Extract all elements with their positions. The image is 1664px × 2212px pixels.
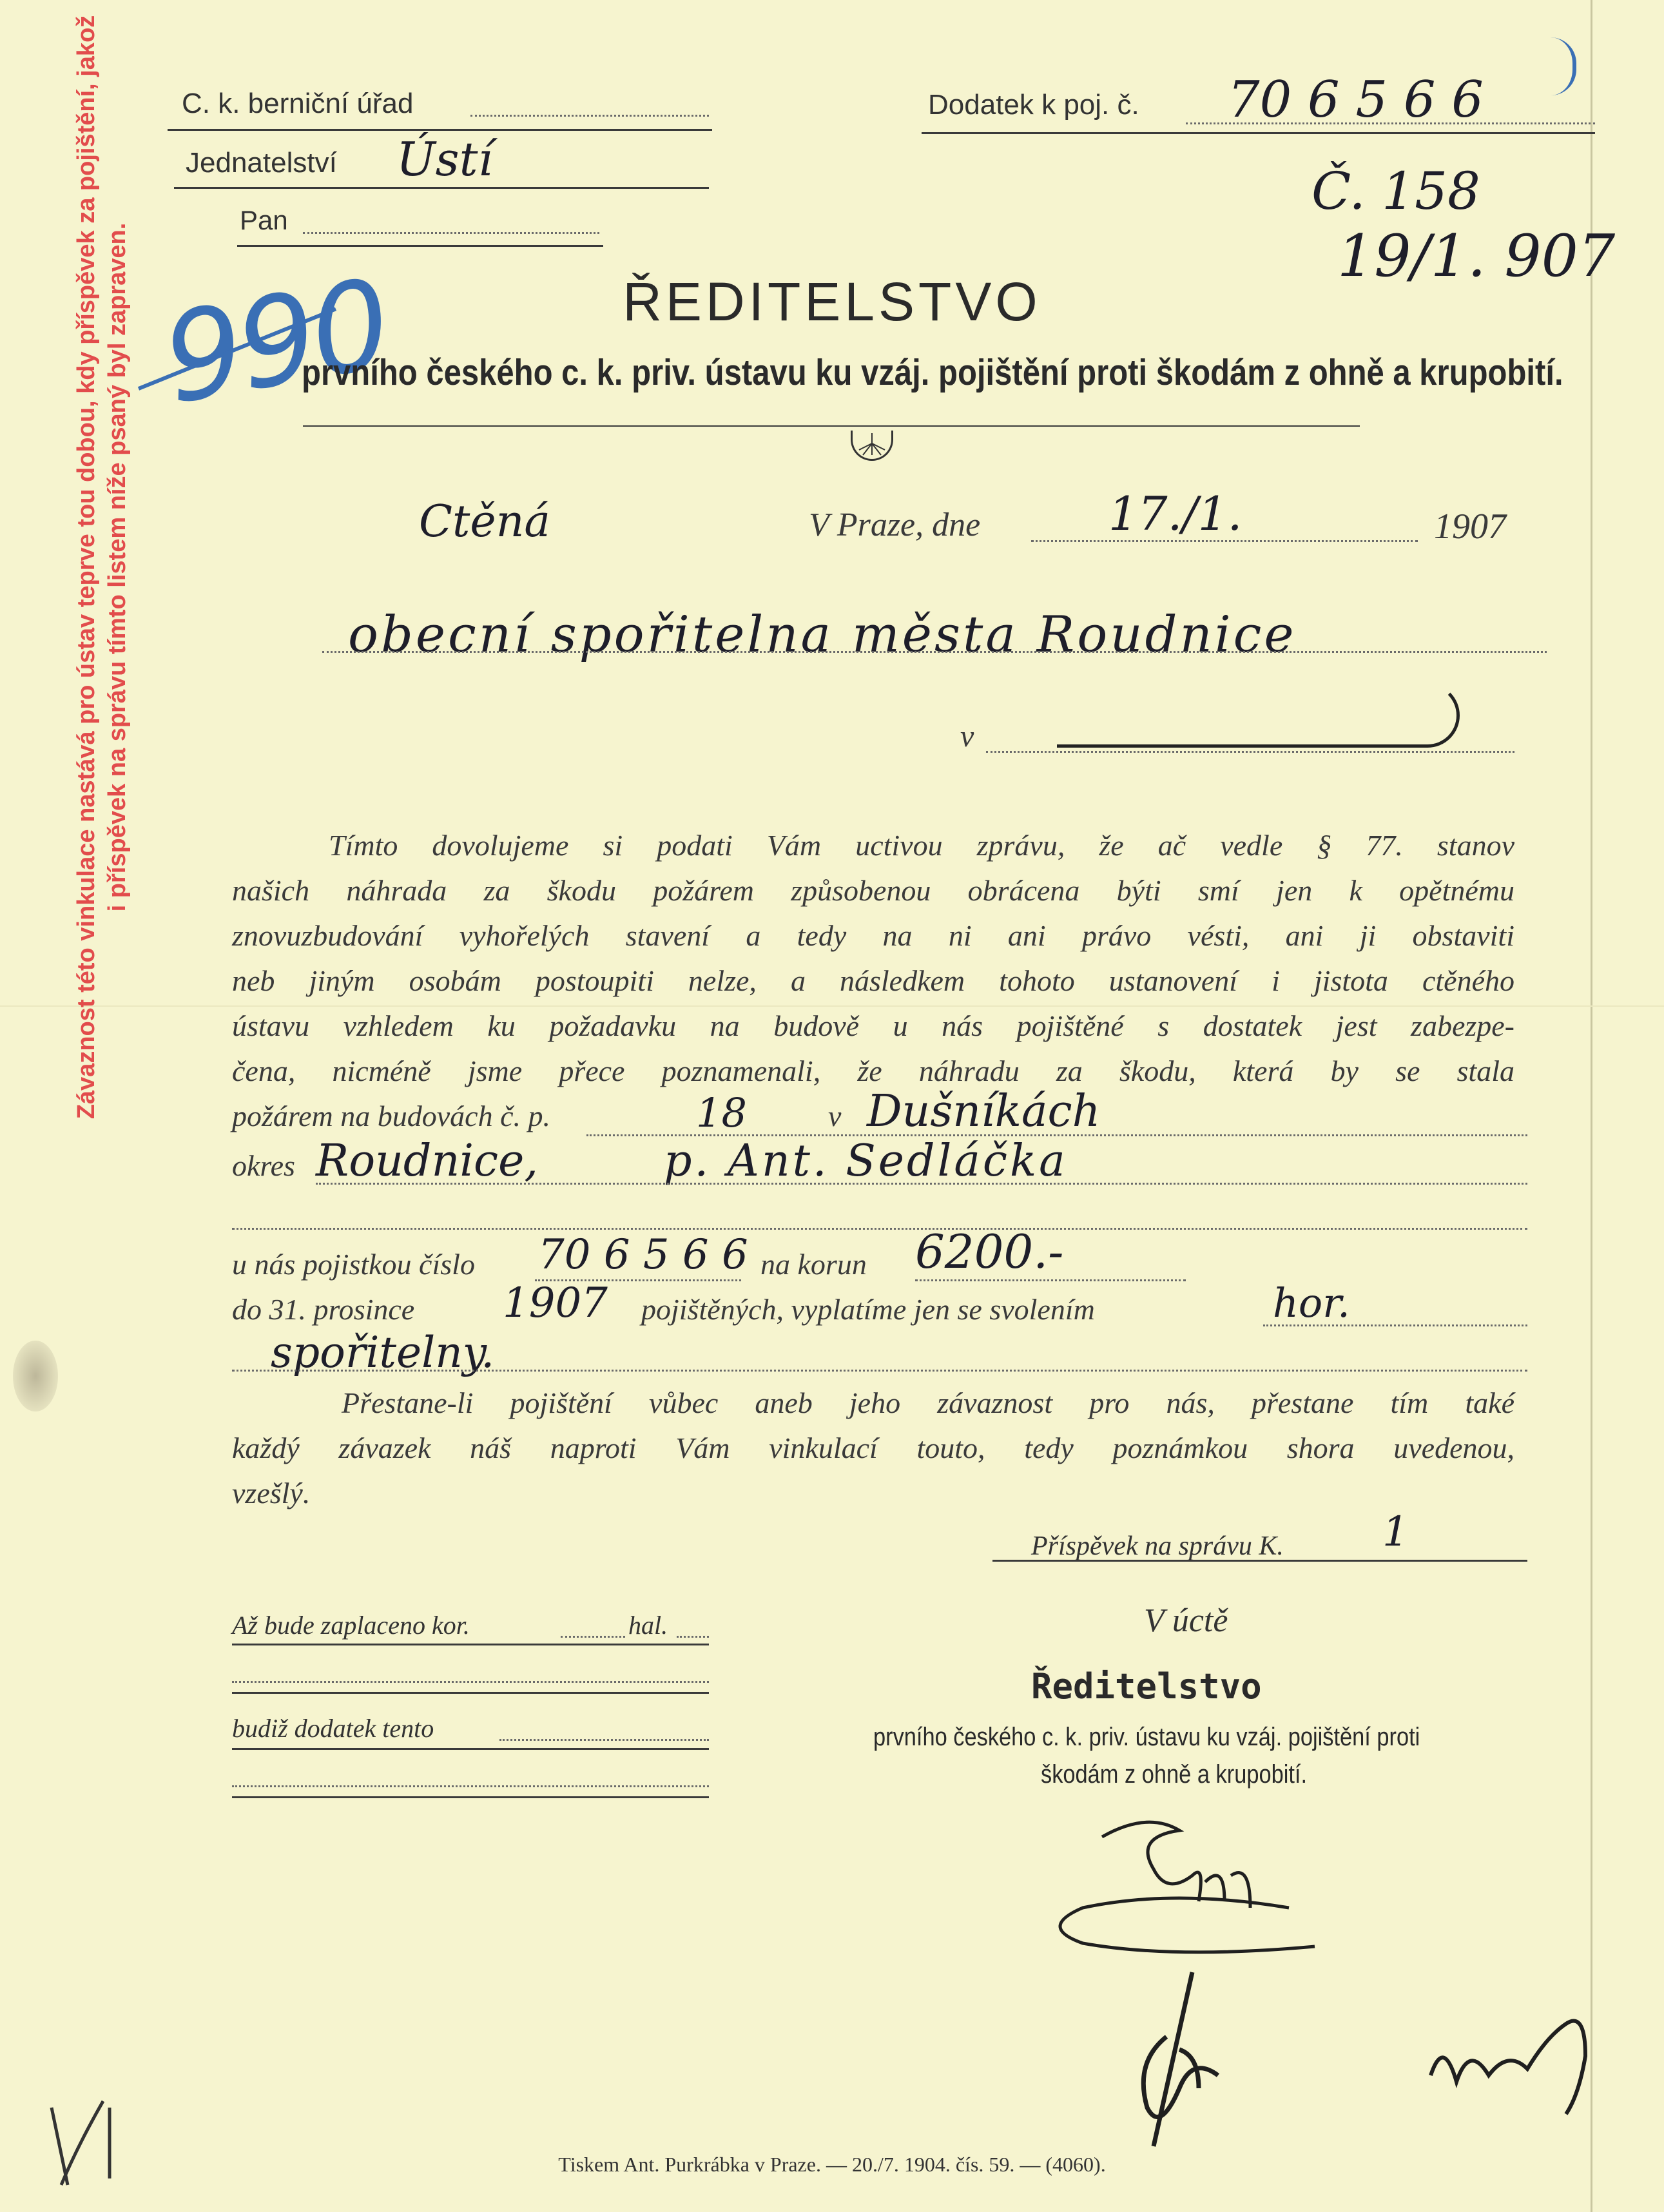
fee-label: Příspěvek na správu K. <box>1031 1531 1284 1561</box>
margin-number: 990 <box>153 252 398 432</box>
signature-2-icon <box>1096 1959 1237 2153</box>
office-label: C. k. berniční úřad <box>182 88 414 119</box>
addressee-line <box>322 651 1547 653</box>
body-line-4: neb jiným osobám postoupiti nelze, a následkem tohoto ustanovení i jistota ctěného <box>232 964 1514 997</box>
paper-fold <box>0 1005 1664 1007</box>
date-year: 1907 <box>1434 507 1506 547</box>
form-rule-2 <box>232 1692 709 1694</box>
side-note-line-2: i příspěvek na správu tímto listem níže psaný byl zapraven. <box>104 222 131 912</box>
body-line-3: znovuzbudování vyhořelých stavení a tedy na ni ani právo vésti, ani ji obstaviti <box>232 919 1514 952</box>
signature-org: Ředitelstvo <box>1031 1666 1262 1707</box>
amount-line <box>915 1279 1186 1281</box>
supplement-rule <box>922 132 1595 134</box>
addressee-name: obecní spořitelna města Roudnice <box>348 606 1297 664</box>
buildings-label: požárem na budovách č. p. <box>232 1100 550 1132</box>
fee-value: 1 <box>1382 1508 1409 1556</box>
header-rule-1 <box>168 129 712 131</box>
date-handwritten: 17./1. <box>1108 487 1243 541</box>
paid-label: Až bude zaplaceno kor. <box>232 1611 470 1640</box>
salutation: Ctěná <box>419 496 550 547</box>
header-rule-3 <box>237 245 603 247</box>
consent-line-2 <box>232 1370 1527 1372</box>
district: Roudnice, <box>316 1136 538 1187</box>
body-line-2: našich náhrada za škodu požárem způsobenou obrácena býti smí jen k opětnému <box>232 874 1514 907</box>
emblem-icon <box>851 431 893 461</box>
signature-3-icon <box>1418 1998 1611 2127</box>
closing-line-2: každý závazek náš naproti Vám vinkulací touto, tedy poznámkou shora uvedenou, <box>232 1431 1514 1464</box>
body-line-5: ústavu vzhledem ku požadavku na budově u nás pojištěné s dostatek jest zabezpe- <box>232 1009 1514 1042</box>
paid-kor-line <box>561 1636 625 1638</box>
form-rule-3 <box>232 1748 709 1750</box>
owner: p. Ant. Sedláčka <box>664 1136 1068 1187</box>
title-heading: ŘEDITELSTVO <box>623 271 1041 332</box>
side-note-line-1: Závaznost této vinkulace nastává pro ústav teprve tou dobou, kdy příspěvek za pojištění, jakož <box>73 15 100 1120</box>
printer-footer: Tiskem Ant. Purkrábka v Praze. — 20./7. 1904. čís. 59. — (4060). <box>558 2153 1106 2176</box>
policy-number: 70 6 5 6 6 <box>538 1231 748 1279</box>
blank-line <box>232 1228 1527 1230</box>
form-dots-2 <box>499 1739 709 1741</box>
hal-label: hal. <box>628 1611 668 1640</box>
amount: 6200.- <box>915 1225 1064 1279</box>
paid-hal-line <box>677 1636 709 1638</box>
mr-label: Pan <box>240 205 288 235</box>
supplement-number: 70 6 5 6 6 <box>1228 71 1484 129</box>
paper-stain <box>13 1341 58 1412</box>
village-in-label: v <box>828 1100 842 1132</box>
title-rule <box>303 425 1360 427</box>
pencil-mark-icon <box>32 2088 129 2198</box>
consent-2: spořitelny. <box>271 1328 495 1377</box>
until-label: do 31. prosince <box>232 1293 415 1326</box>
header-rule-2 <box>174 187 709 189</box>
signature-org-line-1: prvního českého c. k. priv. ústavu ku vzáj. pojištění proti <box>873 1723 1420 1751</box>
blue-pencil-mark <box>1521 37 1576 95</box>
consent-1: hor. <box>1273 1279 1350 1326</box>
form-rule-4 <box>232 1796 709 1798</box>
addressee-place-line <box>986 751 1514 753</box>
form-dots-1 <box>232 1681 709 1683</box>
supplement-label: Dodatek k poj. č. <box>928 89 1139 121</box>
signature-org-line-2: škodám z ohně a krupobití. <box>1041 1760 1308 1789</box>
form-rule-1 <box>232 1644 709 1645</box>
greeting: V úctě <box>1144 1602 1228 1639</box>
house-number: 18 <box>696 1089 747 1136</box>
handwritten-stroke <box>1057 683 1460 748</box>
date-place-label: V Praze, dne <box>809 507 981 543</box>
amount-label: na korun <box>760 1248 867 1281</box>
title-subheading: prvního českého c. k. priv. ústavu ku vzáj. pojištění proti škodám z ohně a krupobití. <box>302 352 1563 393</box>
closing-line-3: vzešlý. <box>232 1477 311 1509</box>
form-dots-3 <box>232 1785 709 1787</box>
fee-rule <box>992 1560 1527 1562</box>
body-line-6: čena, nicméně jsme přece poznamenali, že náhradu za škodu, která by se stala <box>232 1054 1514 1087</box>
body-line-1: Tímto dovolujeme si podati Vám uctivou zprávu, že ač vedle § 77. stanov <box>329 829 1514 862</box>
consent-line-1 <box>1263 1324 1527 1326</box>
reg-date: 19/1. 907 <box>1337 222 1616 290</box>
office-line <box>470 115 709 117</box>
district-line <box>316 1183 1527 1185</box>
agency-label: Jednatelství <box>186 147 337 179</box>
mr-line <box>303 232 599 234</box>
district-label: okres <box>232 1149 295 1182</box>
until-year: 1907 <box>503 1279 608 1327</box>
insured-label: pojištěných, vyplatíme jen se svolením <box>641 1293 1095 1326</box>
reg-number: Č. 158 <box>1311 161 1480 221</box>
agency-handwritten: Ústí <box>396 132 493 186</box>
supplement-form-label: budiž dodatek tento <box>232 1714 434 1743</box>
village: Dušníkách <box>867 1086 1101 1137</box>
addressee-in-label: v <box>960 719 974 753</box>
policy-label: u nás pojistkou číslo <box>232 1248 475 1281</box>
closing-line-1: Přestane-li pojištění vůbec aneb jeho závaznost pro nás, přestane tím také <box>342 1386 1514 1419</box>
